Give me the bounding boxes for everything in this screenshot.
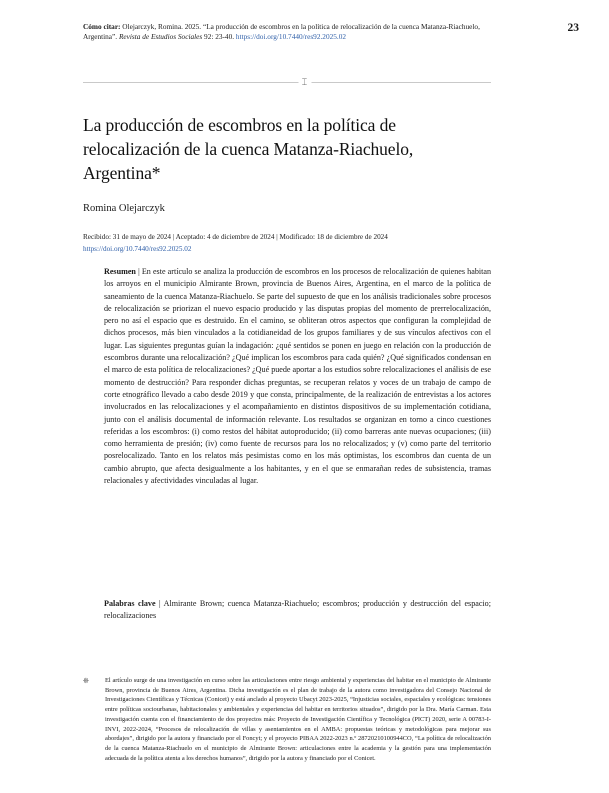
- article-doi-link[interactable]: https://doi.org/10.7440/res92.2025.02: [83, 244, 192, 253]
- divider-rule: [83, 82, 491, 83]
- keywords-text: Almirante Brown; cuenca Matanza-Riachuelo; escombros; producción y destrucción del espacio; relocalizaciones: [104, 599, 491, 621]
- footnote-text: El artículo surge de una investigación en curso sobre las articulaciones entre riesgo ambiental y experiencias del habitar en el municipio de Almirante Brown, provincia de Buenos Aires, Argentina. Dicha investigación es el plan de trabajo de la autora como investigadora del Consejo Nacional de Investigaciones Científicas y Técnicas (Conicet) y está anclado al proyecto Ubacyt 2023-2025, “Injusticias sociales, espaciales y ecológicas: tensiones entre políticas sociourbanas, habitacionales y ambientales y experiencias del habitar en territorios situados”, dirigido por la Dra. María Carman. Esta investigación cuenta con el financiamiento de dos proyectos más: Proyecto de Investigación Científica y Tecnológica (PICT) 2020, serie A 00783-I-INVI, 2022-2024, “Procesos de relocalización de villas y asentamientos en el AMBA: propuestas teóricas y metodológicas para mejorar sus abordajes”, dirigido por la autora y financiado por el Foncyt; y el proyecto PIBAA 2022-2023 n.º 28720210100944CO, “La política de relocalización de la cuenca Matanza-Riachuelo en el municipio de Almirante Brown: articulaciones entre la academia y la gestión para una implementación adecuada de la política atenta a los derechos humanos”, dirigido por la autora y financiado por el Conicet.: [105, 677, 491, 762]
- author-name: Romina Olejarczyk: [83, 203, 165, 214]
- page-title: La producción de escombros en la política de relocalización de la cuenca Matanza-Riachuelo, Argentina*: [83, 115, 414, 184]
- citation-text-part-1: Olejarczyk, Romina. 2025. “La producción de escombros en la política de relocalización de la cuenca Matanza-Riachuelo, Argentina”.: [83, 22, 480, 42]
- citation-journal-name: Revista de Estudios Sociales: [118, 32, 203, 42]
- citation-label: Cómo citar:: [83, 22, 121, 31]
- dates-text: Recibido: 31 de mayo de 2024 | Aceptado: 4 de diciembre de 2024 | Modificado: 18 de diciembre de 2024: [83, 233, 388, 241]
- abstract-text: En este artículo se analiza la producción de escombros en los procesos de relocalización de quienes habitan los arroyos en el municipio Almirante Brown, provincia de Buenos Aires, Argentina, en el marco de la política de saneamiento de la cuenca Matanza-Riachuelo. Se parte del supuesto de que en los análisis tradicionales sobre procesos de relocalización se priorizan el nuevo espacio producido y las disputas propias del momento de prerrelocalización, pero no así el espacio que es destruido. En el camino, se obliteran otros aspectos que configuran la complejidad de dichos procesos, más bien vinculados a la cotidianeidad de los grupos familiares y de sus vínculos afectivos con el lugar. Las siguientes preguntas guían la indagación: ¿qué sentidos se ponen en juego en relación con la producción de escombros durante una relocalización? ¿Qué implican los escombros para cada quién? ¿Qué significados condensan en el marco de esta política de relocalizaciones? ¿Qué puede aportar a los estudios sobre relocalizaciones el análisis de ese momento de destrucción? Para responder dichas preguntas, se recuperan relatos y voces de un trabajo de campo de corte etnográfico llevado a cabo desde 2019 y que consta, principalmente, de la realización de entrevistas a los actores involucrados en las relocalizaciones y el acompañamiento en distintos dispositivos de su implementación cotidiana, junto con el análisis documental de información relevante. Los resultados se organizan en torno a cinco cuestiones referidas a los escombros: (i) como restos del hábitat autoproducido; (ii) como barreras ante nuevas ocupaciones; (iii) como herramienta de presión; (iv) como fuente de recursos para los no relocalizados; y (v) como parte del territorio posrelocalizado. Tanto en los relatos más pesimistas como en los más optimistas, los escombros dan cuenta de un cambio abrupto, que afecta desigualmente a los habitantes, y en el que se enmarañan redes de subsistencia, tramas relacionales y afectividades vinculadas al lugar.: [104, 267, 491, 486]
- abstract-label: Resumen: [104, 267, 136, 276]
- citation-block: [83, 22, 491, 43]
- publication-dates: [83, 232, 528, 255]
- abstract-section: [104, 266, 491, 487]
- keywords-section: [104, 598, 491, 623]
- header-divider: [0, 78, 609, 88]
- keywords-separator: |: [155, 599, 164, 608]
- page-number: 23: [567, 22, 579, 34]
- abstract-separator: |: [135, 267, 142, 276]
- footnote-marker-icon: ❊: [83, 677, 89, 685]
- keywords-label: Palabras clave: [104, 599, 156, 608]
- divider-ornament-icon: ⌶: [298, 78, 311, 87]
- citation-doi-link[interactable]: https://doi.org/10.7440/res92.2025.02: [235, 32, 347, 42]
- footnote-section: [83, 676, 491, 764]
- citation-text-part-2: 92: 23-40.: [202, 32, 236, 42]
